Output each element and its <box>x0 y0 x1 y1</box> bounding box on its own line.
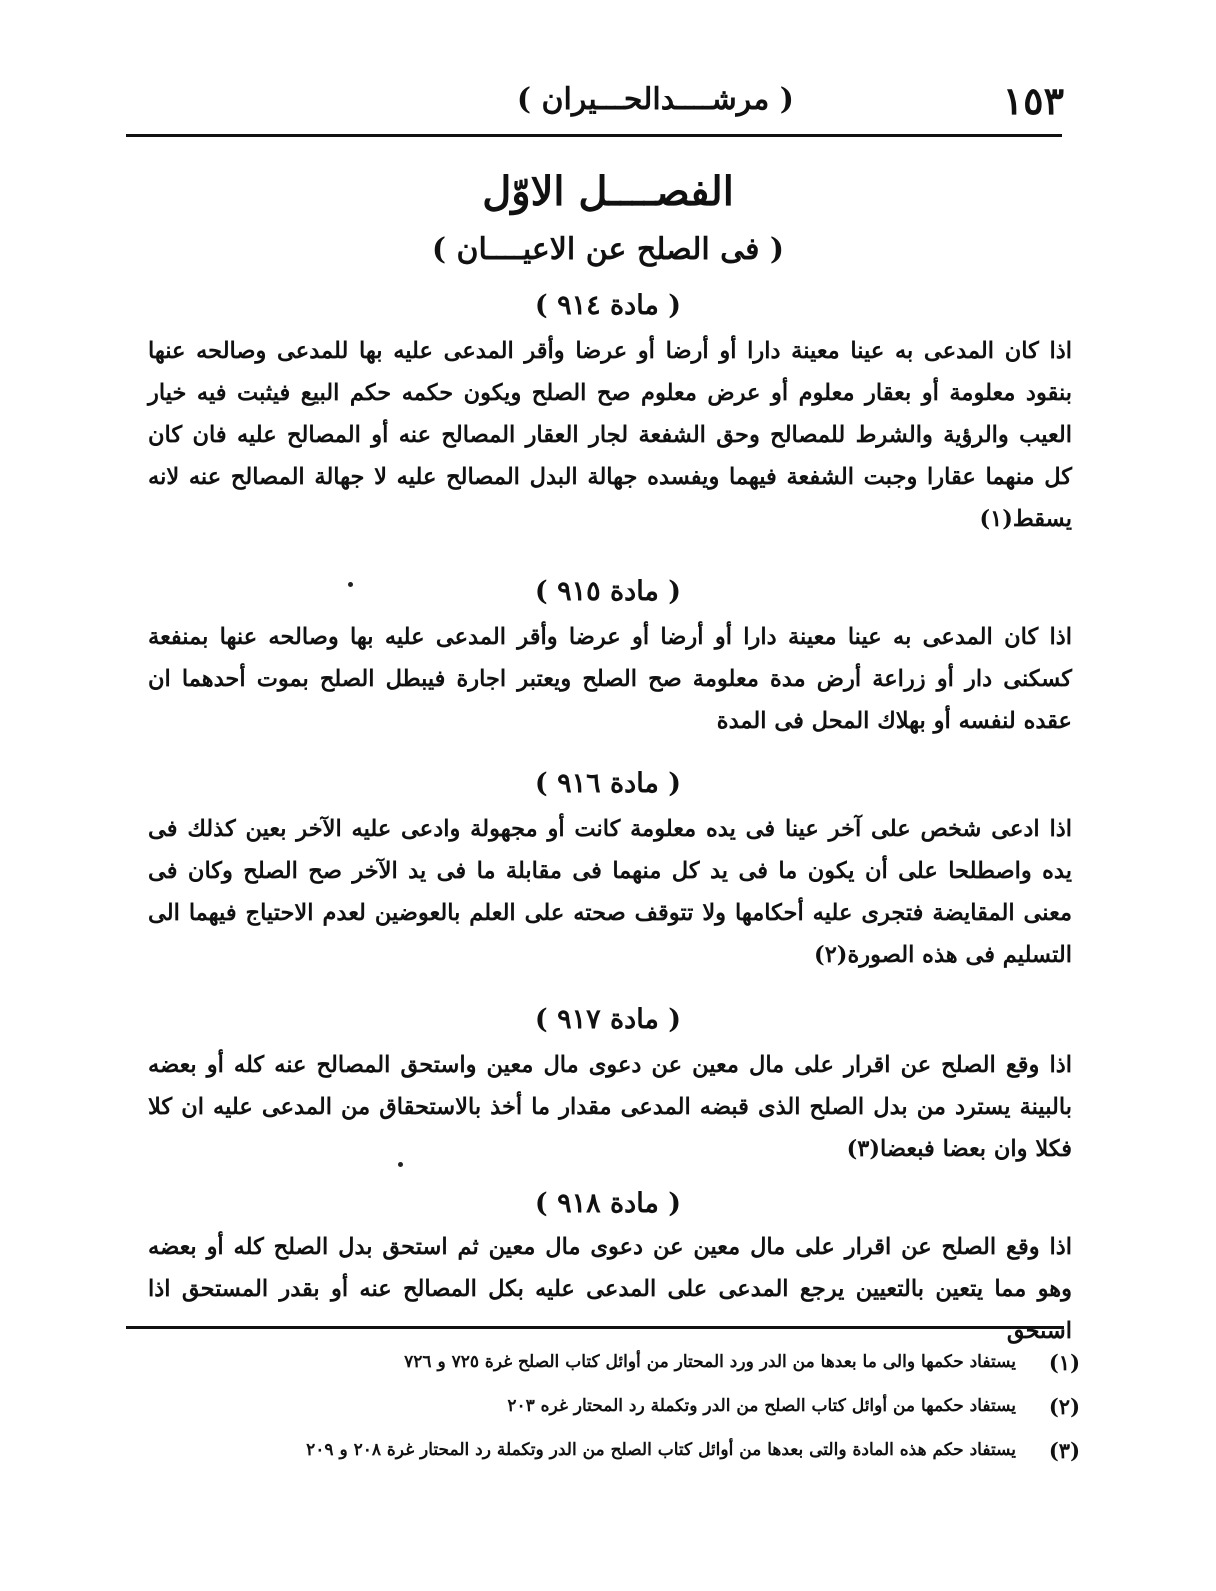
running-title: ( مرشــــدالحـــيران ) <box>516 82 794 117</box>
footnote-number: (١) <box>1048 1349 1080 1375</box>
footnote-text: يستفاد حكمها من أوائل كتاب الصلح من الدر وتكملة رد المحتار غره ٢٠٣ <box>507 1396 1016 1416</box>
footnote-number: (٢) <box>1048 1393 1080 1419</box>
article-text: اذا كان المدعى به عينا معينة دارا أو أرضا أو عرضا وأقر المدعى عليه بها للمدعى وصالحه عنها بنقود معلومة أو بعقار معلوم أو عرض معلوم صح الصلح ويكون حكمه حكم البيع فيثبت فيه خيار العيب والرؤية والشرط للمصالح وحق الشفعة لجار العقار المصالح عنه أو المصالح عليه فان كان كل منهما عقارا وجبت الشفعة فيهما ويفسده جهالة البدل المصالح عليه لا جهالة المصالح عنه لانه يسقط(١) <box>148 338 1072 532</box>
article-heading: ( مادة ٩١٥ ) <box>534 576 682 607</box>
page-number: ١٥٣ <box>1002 78 1064 123</box>
footnote <box>150 1340 1080 1384</box>
ink-speck <box>398 1162 403 1167</box>
article-text: اذا ادعى شخص على آخر عينا فى يده معلومة كانت أو مجهولة وادعى عليه الآخر بعين كذلك فى يده واصطلحا على أن يكون ما فى يد كل منهما فى مقابلة ما فى يد الآخر صح الصلح وكان فى معنى المقايضة فتجرى عليه أحكامها ولا تتوقف صحته على العلم بالعوضين لعدم الاحتياج فيهما الى التسليم فى هذه الصورة(٢) <box>148 816 1072 968</box>
article-text: اذا وقع الصلح عن اقرار على مال معين عن دعوى مال معين ثم استحق بدل الصلح كله أو بعضه وهو مما يتعين بالتعيين يرجع المدعى على المدعى عليه بكل المصالح عنه أو بقدر المستحق اذا استحق <box>148 1234 1072 1344</box>
page-header <box>126 72 1064 132</box>
article-heading: ( مادة ٩١٨ ) <box>534 1188 682 1219</box>
article-text: اذا كان المدعى به عينا معينة دارا أو أرضا أو عرضا وأقر المدعى عليه بها وصالحه عنها بمنفعة كسكنى دار أو زراعة أرض مدة معلومة صح الصلح ويعتبر اجارة فيبطل الصلح بموت أحدهما ان عقده لنفسه أو بهلاك المحل فى المدة <box>148 624 1072 734</box>
footnote-text: يستفاد حكمها والى ما بعدها من الدر ورد المحتار من أوائل كتاب الصلح غرة ٧٢٥ و ٧٢٦ <box>404 1352 1016 1372</box>
article-text: اذا وقع الصلح عن اقرار على مال معين عن دعوى مال معين واستحق المصالح عنه كله أو بعضه بالبينة يسترد من بدل الصلح الذى قبضه المدعى مقدار ما أخذ بالاستحقاق من المدعى عليه ان كلا فكلا وان بعضا فبعضا(٣) <box>148 1052 1072 1162</box>
footnotes <box>150 1340 1080 1472</box>
article-heading: ( مادة ٩١٧ ) <box>534 1004 682 1035</box>
footnote-text: يستفاد حكم هذه المادة والتى بعدها من أوائل كتاب الصلح من الدر وتكملة رد المحتار غرة ٢٠٨ و ٢٠٩ <box>306 1440 1016 1460</box>
article-heading: ( مادة ٩١٦ ) <box>534 768 682 799</box>
section-title: ( فى الصلح عن الاعيــــان ) <box>431 232 785 267</box>
footnote-rule <box>126 1326 1064 1329</box>
header-rule <box>126 134 1062 137</box>
article-heading: ( مادة ٩١٤ ) <box>534 290 682 321</box>
footnote <box>150 1428 1080 1472</box>
footnote-number: (٣) <box>1048 1437 1080 1463</box>
footnote <box>150 1384 1080 1428</box>
chapter-title: الفصــــل الاوّل <box>482 168 734 215</box>
